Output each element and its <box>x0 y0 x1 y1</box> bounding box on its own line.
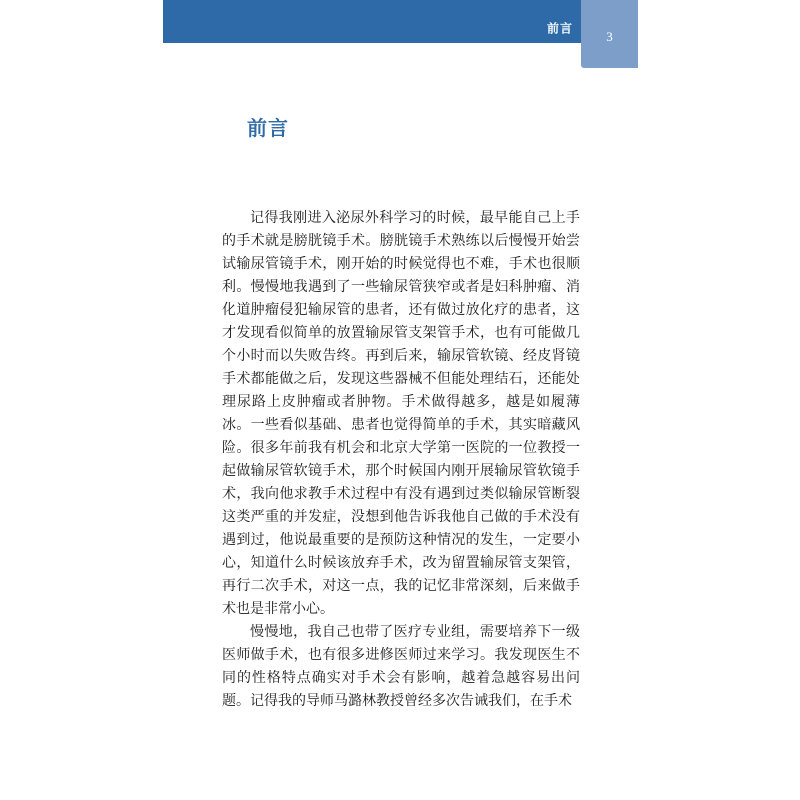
page-number-tab <box>581 0 638 68</box>
body-text <box>222 207 580 713</box>
chapter-title: 前言 <box>247 116 289 140</box>
paragraph: 慢慢地，我自己也带了医疗专业组，需要培养下一级医师做手术，也有很多进修医师过来学习。我发现医生不同的性格特点确实对手术会有影响，越着急越容易出问题。记得我的导师马潞林教授曾经多次告诫我们，在手术 <box>222 624 580 709</box>
header-bar <box>163 0 581 43</box>
running-title: 前言 <box>546 21 573 36</box>
page-number: 3 <box>606 29 613 44</box>
paragraph: 记得我刚进入泌尿外科学习的时候，最早能自己上手的手术就是膀胱镜手术。膀胱镜手术熟练以后慢慢开始尝试输尿管镜手术，刚开始的时候觉得也不难，手术也很顺利。慢慢地我遇到了一些输尿管狭窄或者是妇科肿瘤、消化道肿瘤侵犯输尿管的患者，还有做过放化疗的患者，这才发现看似简单的放置输尿管支架管手术，也有可能做几个小时而以失败告终。再到后来，输尿管软镜、经皮肾镜手术都能做之后，发现这些器械不但能处理结石，还能处理尿路上皮肿瘤或者肿物。手术做得越多，越是如履薄冰。一些看似基础、患者也觉得简单的手术，其实暗藏风险。很多年前我有机会和北京大学第一医院的一位教授一起做输尿管软镜手术，那个时候国内刚开展输尿管软镜手术，我向他求教手术过程中有没有遇到过类似输尿管断裂这类严重的并发症，没想到他告诉我他自己做的手术没有遇到过，他说最重要的是预防这种情况的发生，一定要小心，知道什么时候该放弃手术，改为留置输尿管支架管，再行二次手术，对这一点，我的记忆非常深刻，后来做手术也是非常小心。 <box>222 210 580 617</box>
